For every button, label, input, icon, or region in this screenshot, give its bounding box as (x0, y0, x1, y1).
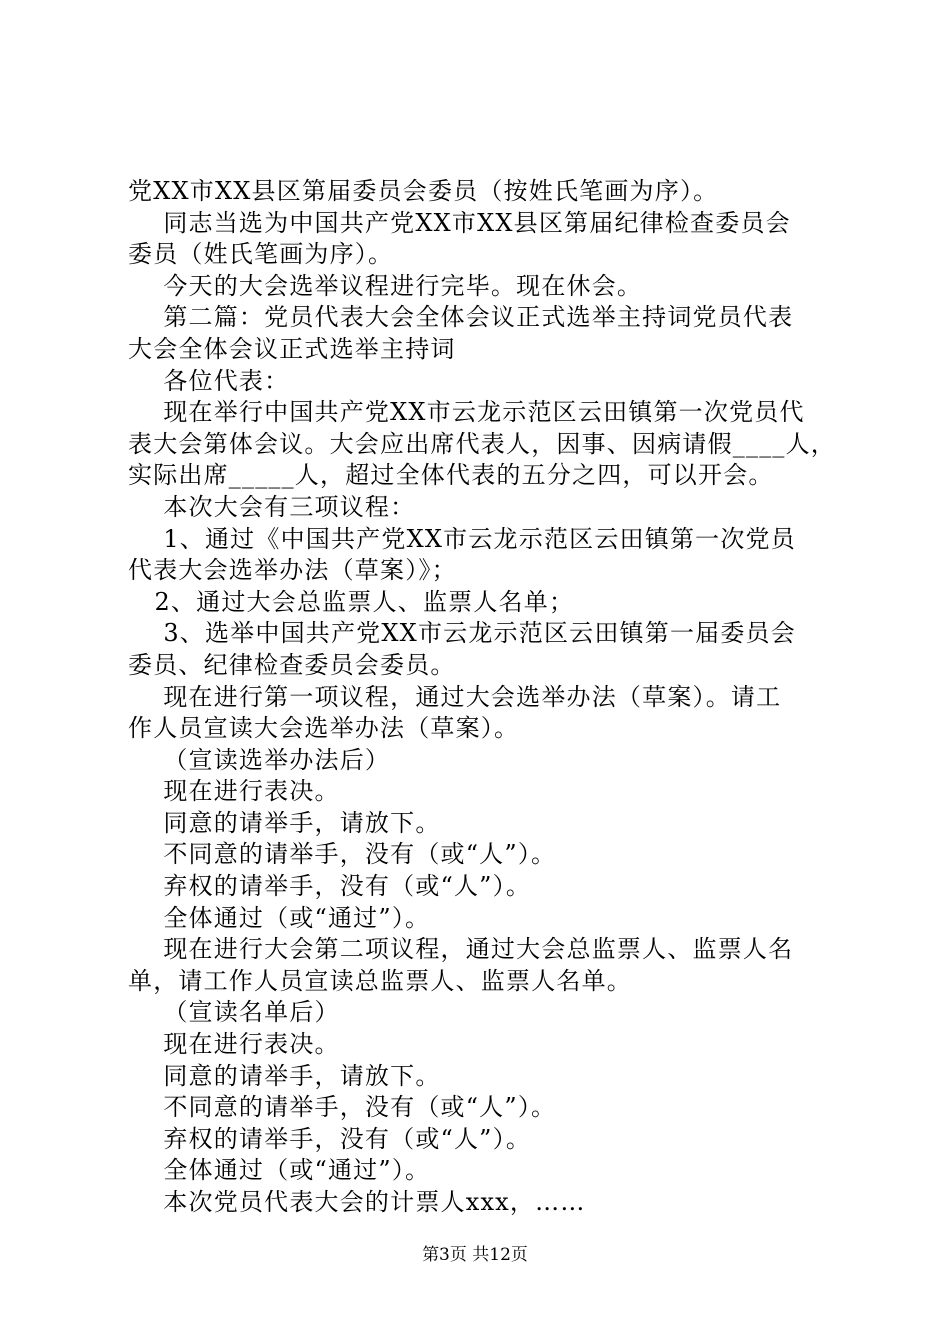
text-line: 不同意的请举手，没有（或“人”）。 (128, 1093, 557, 1122)
text-line: 委员（姓氏笔画为序）。 (128, 240, 394, 269)
text-line: 今天的大会选举议程进行完毕。现在休会。 (128, 271, 643, 300)
page-number-footer: 第3页 共12页 (422, 1245, 528, 1265)
text-line: 代表大会选举办法（草案）》； (128, 556, 457, 585)
text-line: 本次大会有三项议程： (128, 492, 416, 521)
text-line: 实际出席_____人，超过全体代表的五分之四，可以开会。 (128, 461, 774, 490)
text-line: 现在进行大会第二项议程，通过大会总监票人、监票人名 (128, 935, 794, 964)
text-line: （宣读名单后） (128, 998, 340, 1027)
text-line: 党XX市XX县区第届委员会委员（按姓氏笔画为序）。 (128, 177, 719, 205)
text-line: 同意的请举手，请放下。 (128, 808, 441, 837)
text-line: 各位代表： (128, 366, 290, 395)
text-line: 3、选举中国共产党XX市云龙示范区云田镇第一届委员会 (128, 619, 796, 648)
text-line: 弃权的请举手，没有（或“人”）。 (128, 1124, 532, 1153)
text-line: 现在进行第一项议程，通过大会选举办法（草案）。请工 (128, 682, 782, 711)
text-line: 作人员宣读大会选举办法（草案）。 (128, 714, 520, 743)
text-line: 1、通过《中国共产党XX市云龙示范区云田镇第一次党员 (128, 524, 796, 553)
document-body (128, 176, 836, 1219)
text-line: 现在举行中国共产党XX市云龙示范区云田镇第一次党员代 (128, 398, 805, 427)
text-line: 全体通过（或“通过”）。 (128, 1156, 431, 1185)
text-line: 本次党员代表大会的计票人xxx，…… (128, 1188, 586, 1216)
text-line: 委员、纪律检查委员会委员。 (128, 650, 456, 679)
text-line: 现在进行表决。 (128, 777, 340, 806)
text-line: 表大会第体会议。大会应出席代表人，因事、因病请假____人， (128, 429, 836, 458)
text-line: 同志当选为中国共产党XX市XX县区第届纪律检查委员会 (128, 208, 791, 237)
text-line: 第二篇：党员代表大会全体会议正式选举主持词党员代表 (128, 303, 794, 332)
text-line: 弃权的请举手，没有（或“人”）。 (128, 872, 532, 901)
text-line: 单，请工作人员宣读总监票人、监票人名单。 (128, 966, 632, 995)
text-line: （宣读选举办法后） (128, 745, 391, 774)
text-line: 全体通过（或“通过”）。 (128, 903, 431, 932)
text-line: 不同意的请举手，没有（或“人”）。 (128, 840, 557, 869)
text-line: 2、通过大会总监票人、监票人名单； (128, 587, 575, 616)
text-line: 大会全体会议正式选举主持词 (128, 334, 456, 363)
text-line: 现在进行表决。 (128, 1030, 340, 1059)
text-line: 同意的请举手，请放下。 (128, 1061, 441, 1090)
